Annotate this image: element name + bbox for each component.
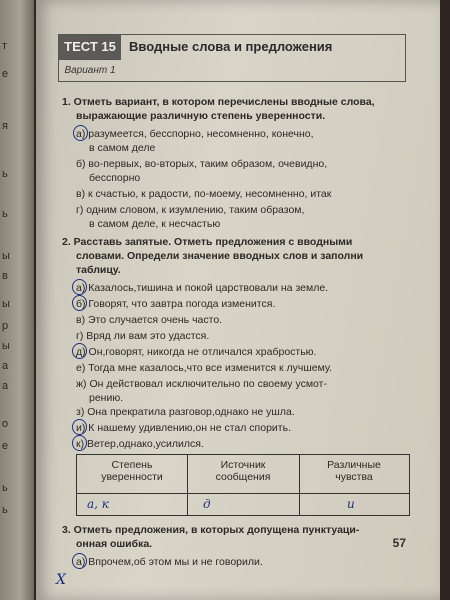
task1-option: в) к счастью, к радости, по-моему, несомненно, итак — [76, 188, 332, 200]
answer-table — [76, 454, 410, 516]
table-header: Различные чувства — [327, 459, 381, 483]
left-page-fragment: а — [2, 380, 9, 392]
answer-circle — [72, 295, 87, 311]
answer-circle — [73, 125, 88, 141]
table-header: Источник сообщения — [215, 459, 271, 483]
task1-option: а) разумеется, бесспорно, несомненно, конечно, — [76, 128, 314, 140]
task2-title: словами. Определи значение вводных слов и заполни — [76, 250, 364, 262]
left-page-fragment: е — [2, 68, 9, 80]
adjacent-page — [0, 0, 34, 600]
answer-circle — [72, 279, 87, 295]
task2-title: таблицу. — [76, 264, 121, 276]
answer-circle — [72, 419, 87, 435]
left-page-fragment: ь — [2, 504, 8, 516]
task2-sentence: з) Она прекратила разговор,однако не ушла. — [76, 406, 295, 418]
test-title: Вводные слова и предложения — [129, 39, 333, 54]
left-page-fragment: ь — [2, 482, 8, 494]
task2-title: 2. Расставь запятые. Отметь предложения с вводными — [62, 236, 353, 248]
left-page-fragment: р — [2, 320, 9, 332]
task1-option: бесспорно — [89, 172, 141, 184]
task1-option: г) одним словом, к изумлению, таким образом, — [76, 204, 305, 216]
table-header: Степень уверенности — [101, 459, 163, 483]
task1-option: б) во-первых, во-вторых, таким образом, очевидно, — [76, 158, 328, 170]
task1-title: 1. Отметь вариант, в котором перечислены вводные слова, — [62, 96, 375, 108]
task2-sentence: б) Говорят, что завтра погода изменится. — [76, 298, 276, 310]
task2-sentence: а) Казалось,тишина и покой царствовали на земле. — [76, 282, 329, 294]
test-label: ТЕСТ 15 — [59, 35, 121, 59]
table-answer: а, к — [87, 497, 109, 511]
left-page-fragment: ь — [2, 208, 8, 220]
test-header — [58, 34, 406, 82]
left-page-fragment: ы — [2, 340, 10, 352]
answer-circle — [72, 343, 87, 359]
left-page-fragment: о — [2, 418, 9, 430]
left-page-fragment: ы — [2, 250, 10, 262]
task2-sentence: ж) Он действовал исключительно по своему усмот- — [76, 378, 327, 390]
task3-title: 3. Отметь предложения, в которых допущена пунктуаци- — [62, 524, 360, 536]
left-page-fragment: в — [2, 270, 8, 282]
left-page-fragment: я — [2, 120, 8, 132]
table-answer: д — [203, 497, 211, 511]
task2-sentence: е) Тогда мне казалось,что все изменится к лучшему. — [76, 362, 333, 374]
task1-title: выражающие различную степень уверенности. — [76, 110, 326, 122]
left-page-fragment: е — [2, 440, 9, 452]
task2-sentence: и) К нашему удивлению,он не стал спорить. — [76, 422, 291, 434]
left-page-fragment: т — [2, 40, 8, 52]
margin-mark: Х — [56, 572, 66, 588]
table-answer: и — [347, 497, 355, 511]
left-page-fragment: ы — [2, 298, 10, 310]
task2-sentence: к) Ветер,однако,усилился. — [76, 438, 204, 450]
answer-circle — [72, 553, 87, 569]
answer-circle — [72, 435, 87, 451]
task2-sentence: рению. — [89, 392, 124, 404]
variant-label: Вариант 1 — [59, 59, 121, 82]
task1-option: в самом деле, к несчастью — [89, 218, 221, 230]
workbook-page — [36, 0, 440, 600]
task2-sentence: д) Он,говорят, никогда не отличался храбростью. — [76, 346, 317, 358]
task3-sentence: а) Впрочем,об этом мы и не говорили. — [76, 556, 263, 568]
page-number: 57 — [392, 536, 406, 550]
task3-title: онная ошибка. — [76, 538, 153, 550]
left-page-fragment: ь — [2, 168, 8, 180]
task2-sentence: г) Вряд ли вам это удастся. — [76, 330, 210, 342]
left-page-fragment: а — [2, 360, 9, 372]
task2-sentence: в) Это случается очень часто. — [76, 314, 223, 326]
task1-option: в самом деле — [89, 142, 156, 154]
